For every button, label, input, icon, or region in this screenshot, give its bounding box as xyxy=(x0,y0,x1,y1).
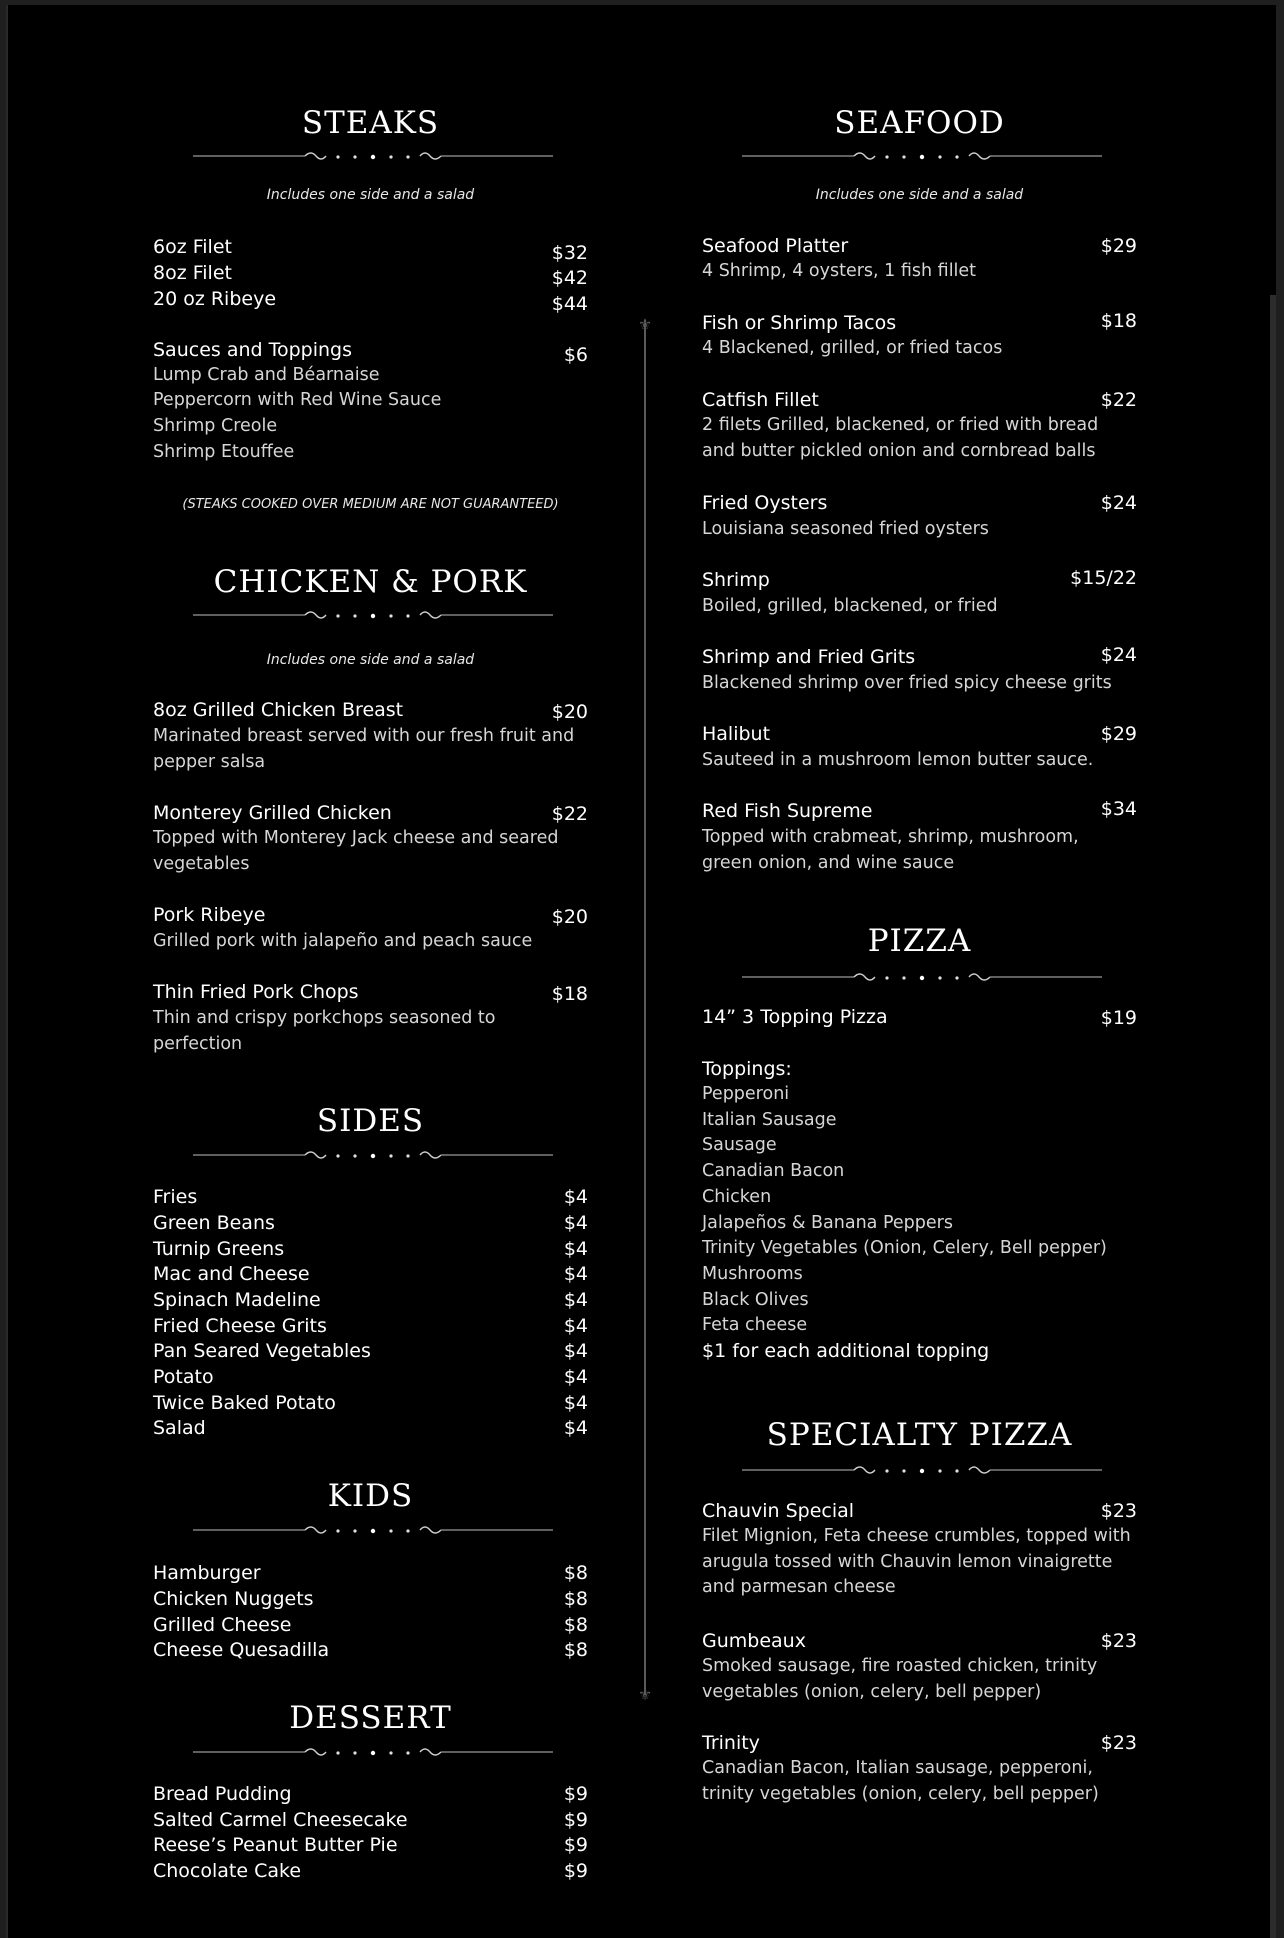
dessert-item-name: Salted Carmel Cheesecake xyxy=(153,1809,408,1831)
topping-item: Pepperoni xyxy=(702,1084,790,1104)
chicken-pork-item-price: $22 xyxy=(551,803,588,825)
seafood-item-price: $18 xyxy=(1100,310,1137,332)
kids-item-price: $8 xyxy=(563,1562,588,1584)
pizza-title: PIZZA xyxy=(867,923,972,959)
steaks-ornament-icon xyxy=(193,149,553,163)
pizza-item-name: 14” 3 Topping Pizza xyxy=(702,1006,888,1028)
steak-item-name: 8oz Filet xyxy=(153,262,232,284)
dessert-item-price: $9 xyxy=(563,1809,588,1831)
side-item-price: $4 xyxy=(563,1238,588,1260)
side-item-price: $4 xyxy=(563,1392,588,1414)
side-item-name: Fries xyxy=(153,1186,198,1208)
dessert-ornament-icon xyxy=(193,1745,553,1759)
specialty-item-desc: Canadian Bacon, Italian sausage, pepperoni, trinity vegetables (onion, celery, bell pepper) xyxy=(702,1758,1099,1804)
kids-ornament-icon xyxy=(193,1523,553,1537)
steak-item-name: 6oz Filet xyxy=(153,236,232,258)
seafood-item-price: $24 xyxy=(1100,644,1137,666)
topping-item: Trinity Vegetables (Onion, Celery, Bell pepper) xyxy=(702,1238,1107,1258)
seafood-item-desc: 4 Blackened, grilled, or fried tacos xyxy=(702,338,1003,358)
topping-item: Canadian Bacon xyxy=(702,1161,845,1181)
pizza-ornament-icon xyxy=(742,970,1102,984)
topping-item: Feta cheese xyxy=(702,1315,808,1335)
seafood-title: SEAFOOD xyxy=(834,105,1005,141)
steaks-title: STEAKS xyxy=(301,105,440,141)
pizza-item-price: $19 xyxy=(1100,1007,1137,1029)
seafood-item-desc: Louisiana seasoned fried oysters xyxy=(702,519,989,539)
seafood-item-price: $15/22 xyxy=(1070,567,1137,589)
topping-item: Sausage xyxy=(702,1135,777,1155)
seafood-item-desc: 4 Shrimp, 4 oysters, 1 fish fillet xyxy=(702,261,977,281)
chicken-pork-item-name: Thin Fried Pork Chops xyxy=(153,981,359,1003)
side-item-price: $4 xyxy=(563,1289,588,1311)
kids-title: KIDS xyxy=(327,1478,414,1514)
sides-ornament-icon xyxy=(193,1148,553,1162)
seafood-item-name: Fried Oysters xyxy=(702,492,828,514)
steaks-note: (STEAKS COOKED OVER MEDIUM ARE NOT GUARANTEED) xyxy=(182,497,559,512)
seafood-item-price: $29 xyxy=(1100,723,1137,745)
side-item-price: $4 xyxy=(563,1340,588,1362)
specialty-item-name: Gumbeaux xyxy=(702,1630,806,1652)
sauce-option: Lump Crab and Béarnaise xyxy=(153,365,380,385)
sauce-option: Shrimp Creole xyxy=(153,416,278,436)
chicken-pork-item-price: $20 xyxy=(551,701,588,723)
seafood-item-name: Seafood Platter xyxy=(702,235,849,257)
dessert-item-price: $9 xyxy=(563,1783,588,1805)
sauces-name: Sauces and Toppings xyxy=(153,339,353,361)
sides-title: SIDES xyxy=(316,1103,425,1139)
kids-item-price: $8 xyxy=(563,1588,588,1610)
kids-item-price: $8 xyxy=(563,1614,588,1636)
specialty-item-name: Trinity xyxy=(702,1732,760,1754)
specialty-item-price: $23 xyxy=(1100,1732,1137,1754)
seafood-item-desc: Topped with crabmeat, shrimp, mushroom, green onion, and wine sauce xyxy=(702,827,1079,873)
dessert-item-price: $9 xyxy=(563,1860,588,1882)
chicken-pork-item-name: Pork Ribeye xyxy=(153,904,266,926)
seafood-item-desc: 2 filets Grilled, blackened, or fried with bread and butter pickled onion and cornbread balls xyxy=(702,415,1099,461)
chicken-pork-ornament-icon xyxy=(193,608,553,622)
seafood-item-name: Red Fish Supreme xyxy=(702,800,873,822)
side-item-name: Salad xyxy=(153,1417,206,1439)
side-item-name: Twice Baked Potato xyxy=(153,1392,336,1414)
dessert-item-name: Bread Pudding xyxy=(153,1783,292,1805)
specialty-pizza-title: SPECIALTY PIZZA xyxy=(766,1417,1073,1453)
seafood-item-desc: Boiled, grilled, blackened, or fried xyxy=(702,596,998,616)
specialty-item-desc: Filet Mignion, Feta cheese crumbles, topped with arugula tossed with Chauvin lemon vinaigrette and parmesan cheese xyxy=(702,1526,1131,1597)
chicken-pork-item-price: $20 xyxy=(551,906,588,928)
steak-item-price: $32 xyxy=(551,242,588,264)
topping-item: Black Olives xyxy=(702,1290,809,1310)
steak-item-price: $42 xyxy=(551,267,588,289)
topping-item: Mushrooms xyxy=(702,1264,803,1284)
kids-item-name: Grilled Cheese xyxy=(153,1614,292,1636)
side-item-price: $4 xyxy=(563,1366,588,1388)
scrollbar[interactable] xyxy=(1270,295,1276,1938)
seafood-item-price: $34 xyxy=(1100,798,1137,820)
sauce-option: Shrimp Etouffee xyxy=(153,442,295,462)
topping-item: Chicken xyxy=(702,1187,772,1207)
specialty-item-name: Chauvin Special xyxy=(702,1500,855,1522)
steaks-subtitle: Includes one side and a salad xyxy=(266,187,475,203)
side-item-name: Green Beans xyxy=(153,1212,275,1234)
chicken-pork-title: CHICKEN & PORK xyxy=(213,564,528,600)
seafood-item-price: $29 xyxy=(1100,235,1137,257)
seafood-item-name: Halibut xyxy=(702,723,771,745)
chicken-pork-item-desc: Grilled pork with jalapeño and peach sauce xyxy=(153,931,533,951)
chicken-pork-item-name: Monterey Grilled Chicken xyxy=(153,802,392,824)
extra-topping-note: $1 for each additional topping xyxy=(702,1340,990,1362)
sauce-option: Peppercorn with Red Wine Sauce xyxy=(153,390,442,410)
side-item-price: $4 xyxy=(563,1186,588,1208)
kids-item-name: Cheese Quesadilla xyxy=(153,1639,330,1661)
steak-item-name: 20 oz Ribeye xyxy=(153,288,277,310)
divider-top-fleur-icon: ⚜ xyxy=(637,315,653,334)
menu-page xyxy=(6,5,1276,1938)
dessert-item-price: $9 xyxy=(563,1834,588,1856)
topping-item: Jalapeños & Banana Peppers xyxy=(702,1213,953,1233)
chicken-pork-item-desc: Marinated breast served with our fresh fruit and pepper salsa xyxy=(153,726,575,772)
seafood-item-name: Fish or Shrimp Tacos xyxy=(702,312,897,334)
chicken-pork-item-desc: Topped with Monterey Jack cheese and seared vegetables xyxy=(153,828,559,874)
side-item-name: Potato xyxy=(153,1366,214,1388)
side-item-price: $4 xyxy=(563,1263,588,1285)
specialty-pizza-ornament-icon xyxy=(742,1463,1102,1477)
specialty-item-price: $23 xyxy=(1100,1630,1137,1652)
column-divider xyxy=(644,323,646,1695)
side-item-name: Spinach Madeline xyxy=(153,1289,321,1311)
seafood-item-desc: Sauteed in a mushroom lemon butter sauce. xyxy=(702,750,1094,770)
seafood-item-price: $24 xyxy=(1100,492,1137,514)
kids-item-price: $8 xyxy=(563,1639,588,1661)
specialty-item-price: $23 xyxy=(1100,1500,1137,1522)
side-item-name: Turnip Greens xyxy=(153,1238,285,1260)
seafood-ornament-icon xyxy=(742,149,1102,163)
specialty-item-desc: Smoked sausage, fire roasted chicken, trinity vegetables (onion, celery, bell pepper) xyxy=(702,1656,1098,1702)
seafood-item-desc: Blackened shrimp over fried spicy cheese grits xyxy=(702,673,1112,693)
dessert-item-name: Chocolate Cake xyxy=(153,1860,302,1882)
steak-item-price: $44 xyxy=(551,293,588,315)
toppings-label: Toppings: xyxy=(702,1058,792,1080)
divider-bottom-fleur-icon: ⚜ xyxy=(637,1685,653,1704)
topping-item: Italian Sausage xyxy=(702,1110,837,1130)
dessert-item-name: Reese’s Peanut Butter Pie xyxy=(153,1834,398,1856)
chicken-pork-item-name: 8oz Grilled Chicken Breast xyxy=(153,699,404,721)
seafood-item-name: Catfish Fillet xyxy=(702,389,819,411)
seafood-subtitle: Includes one side and a salad xyxy=(815,187,1024,203)
seafood-item-name: Shrimp xyxy=(702,569,770,591)
side-item-name: Mac and Cheese xyxy=(153,1263,310,1285)
side-item-price: $4 xyxy=(563,1212,588,1234)
sauces-price: $6 xyxy=(563,344,588,366)
kids-item-name: Hamburger xyxy=(153,1562,261,1584)
side-item-price: $4 xyxy=(563,1315,588,1337)
chicken-pork-subtitle: Includes one side and a salad xyxy=(266,652,475,668)
side-item-name: Pan Seared Vegetables xyxy=(153,1340,371,1362)
side-item-price: $4 xyxy=(563,1417,588,1439)
dessert-title: DESSERT xyxy=(289,1700,452,1736)
kids-item-name: Chicken Nuggets xyxy=(153,1588,314,1610)
seafood-item-name: Shrimp and Fried Grits xyxy=(702,646,916,668)
seafood-item-price: $22 xyxy=(1100,389,1137,411)
chicken-pork-item-desc: Thin and crispy porkchops seasoned to perfection xyxy=(153,1008,496,1054)
chicken-pork-item-price: $18 xyxy=(551,983,588,1005)
side-item-name: Fried Cheese Grits xyxy=(153,1315,327,1337)
